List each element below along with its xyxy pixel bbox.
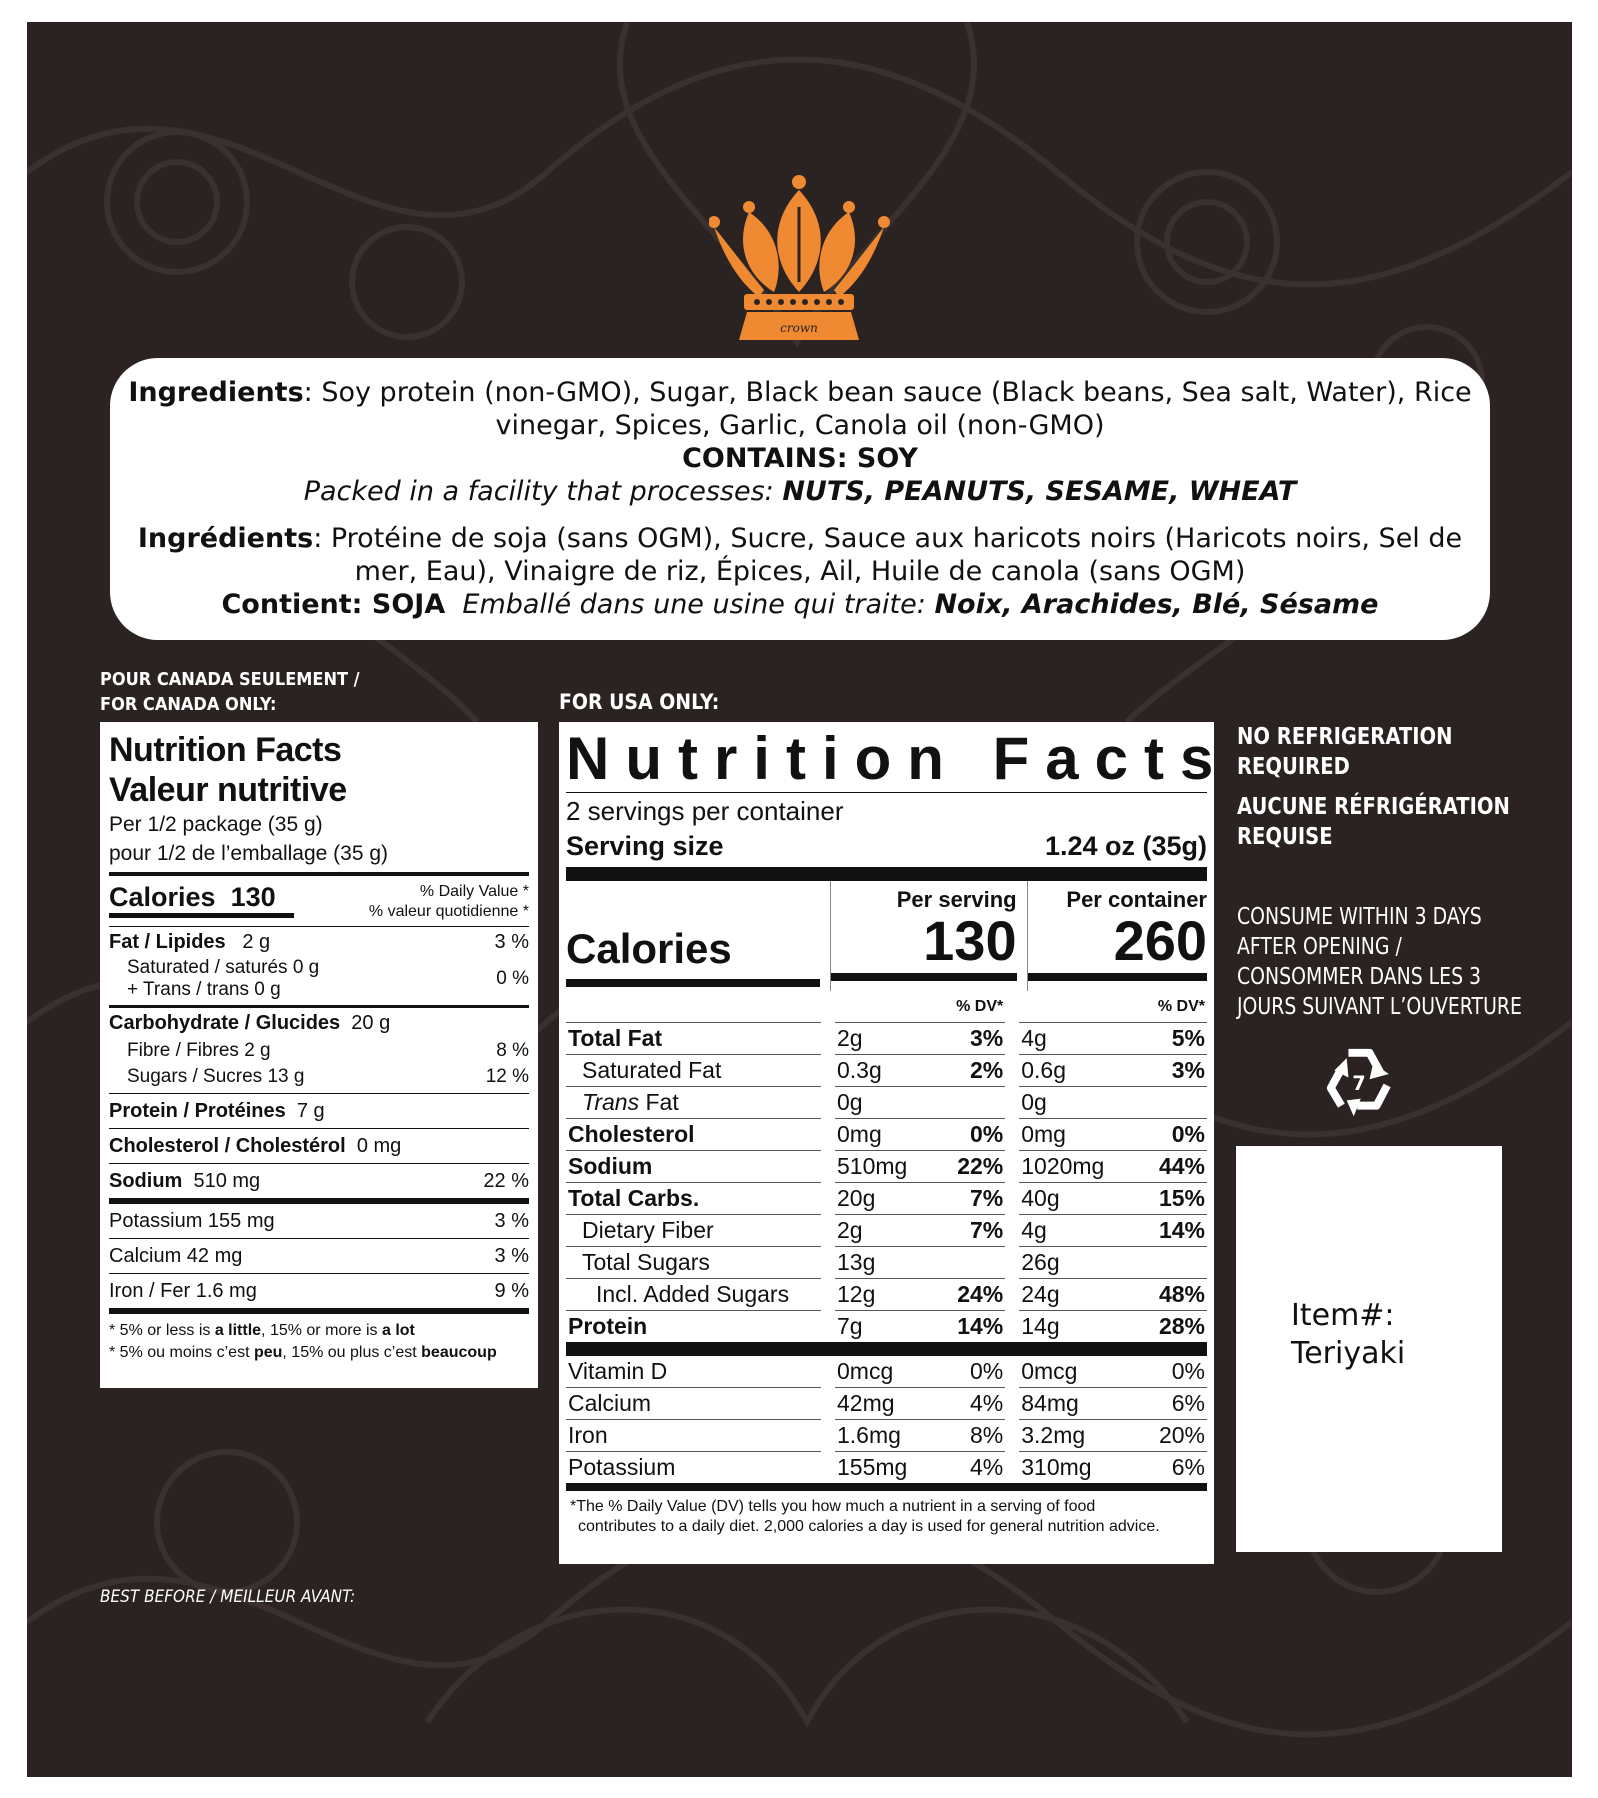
canada-row-iron: Iron / Fer 1.6 mg 9 % <box>109 1279 529 1302</box>
usa-footnote: *The % Daily Value (DV) tells you how much a nutrient in a serving of food contributes to a daily diet. 2,000 calories a day is used for general nutrition advice. <box>570 1498 1160 1535</box>
canada-title-fr: Valeur nutritive <box>109 771 347 809</box>
usa-row-added-sugars: Incl. Added Sugars 12g 24% 24g 48% <box>566 1279 1207 1311</box>
canada-row-saturated: Saturated / saturés 0 g <box>127 957 320 978</box>
no-refrigeration-note: NO REFRIGERATION REQUIRED AUCUNE RÉFRIGÉRATION REQUISE <box>1237 724 1510 850</box>
usa-row-iron: Iron 1.6mg 8% 3.2mg 20% <box>566 1420 1207 1452</box>
usa-nutrition-table <box>559 722 1230 1564</box>
crown-logo <box>709 172 909 372</box>
item-box <box>1236 1146 1502 1552</box>
contains-en: CONTAINS: SOY <box>682 443 918 474</box>
canada-row-cholesterol: Cholesterol / Cholestérol 0 mg <box>109 1134 402 1157</box>
usa-row-protein: Protein 7g 14% 14g 28% <box>566 1311 1207 1350</box>
usa-row-saturated-fat: Saturated Fat 0.3g 2% 0.6g 3% <box>566 1055 1207 1087</box>
canada-calories: Calories 130 <box>109 876 294 918</box>
item-value: Teriyaki <box>1291 1336 1406 1371</box>
usa-row-potassium: Potassium 155mg 4% 310mg 6% <box>566 1452 1207 1488</box>
usa-per-serving: Per serving <box>896 887 1017 912</box>
contains-fr: Contient: SOJA Emballé dans une usine qui traite: Noix, Arachides, Blé, Sésame <box>221 589 1379 620</box>
item-label: Item#: <box>1291 1298 1395 1333</box>
usa-servings: 2 servings per container <box>566 796 844 826</box>
canada-row-fat: Fat / Lipides 2 g 3 % <box>109 930 529 953</box>
usa-row-sodium: Sodium 510mg 22% 1020mg 44% <box>566 1151 1207 1183</box>
canada-row-sodium: Sodium 510 mg 22 % <box>109 1169 529 1192</box>
usa-row-cholesterol: Cholesterol 0mg 0% 0mg 0% <box>566 1119 1207 1151</box>
facility-en: Packed in a facility that processes: NUTS, PEANUTS, SESAME, WHEAT <box>303 476 1297 507</box>
recycle-code: 7 <box>1352 1071 1366 1095</box>
usa-calories-serving: 130 <box>831 913 1016 981</box>
canada-dv-header: % Daily Value * % valeur quotidienne * <box>368 883 529 920</box>
usa-row-trans-fat: Trans Fat 0g 0g <box>566 1087 1207 1119</box>
ingredients-fr: Ingrédients: Protéine de soja (sans OGM), Sucre, Sauce aux haricots noirs (Haricots noirs, Sel de mer, Eau), Vinaigre de riz, Épices, Ail, Huile de canola (sans OGM) <box>137 523 1463 587</box>
usa-row-calcium: Calcium 42mg 4% 84mg 6% <box>566 1388 1207 1420</box>
usa-title: Nutrition Facts <box>566 725 1230 792</box>
canada-sat-trans-dv: 0 % <box>496 968 529 989</box>
canada-nutrition-table <box>100 722 538 1388</box>
canada-row-trans: + Trans / trans 0 g <box>127 979 281 1000</box>
canada-footnote: * 5% or less is a little, 15% or more is a lot * 5% ou moins c’est peu, 15% ou plus c’est beaucoup <box>109 1322 497 1361</box>
usa-per-container: Per container <box>1066 887 1207 912</box>
usa-row-total-carbs: Total Carbs. 20g 7% 40g 15% <box>566 1183 1207 1215</box>
usa-calories-container: 260 <box>1028 913 1207 981</box>
usa-calories-label: Calories <box>566 925 820 987</box>
usa-row-total-fat: Total Fat 2g 3% 4g 5% <box>566 1023 1207 1055</box>
ingredients-box <box>110 358 1490 640</box>
canada-row-carb: Carbohydrate / Glucides 20 g <box>109 1011 391 1034</box>
canada-per-fr: pour 1/2 de l’emballage (35 g) <box>109 842 389 865</box>
consume-within-note: CONSUME WITHIN 3 DAYS AFTER OPENING / CONSOMMER DANS LES 3 JOURS SUIVANT L’OUVERTURE <box>1237 904 1522 1020</box>
canada-row-protein: Protein / Protéines 7 g <box>109 1099 325 1122</box>
usa-header: FOR USA ONLY: <box>559 690 720 714</box>
usa-row-total-sugars: Total Sugars 13g 26g <box>566 1247 1207 1279</box>
canada-header: POUR CANADA SEULEMENT / FOR CANADA ONLY: <box>100 669 360 715</box>
usa-row-dietary-fiber: Dietary Fiber 2g 7% 4g 14% <box>566 1215 1207 1247</box>
canada-row-fibre: Fibre / Fibres 2 g 8 % <box>127 1040 529 1061</box>
canada-per-en: Per 1/2 package (35 g) <box>109 813 323 836</box>
best-before: BEST BEFORE / MEILLEUR AVANT: <box>100 1587 356 1607</box>
usa-nutrient-table: % DV* % DV* Total Fat 2g 3% 4g 5% Saturated Fat 0.3g 2% 0.6g 3% Trans Fat 0g 0g Cholesterol 0mg 0% 0mg 0% Sodium 510mg 22% 1020mg 44% Total Carbs. 20g 7% 40g 15% Dietary Fiber 2g 7% 4g 14% Total Sugars 13g 26g Incl. Added Sugars 12g 24% 24g 48% Protein 7g 14% 14g 28% Vitamin D 0mcg 0% 0mcg 0% Calcium 42mg 4% 84mg 6% Iron 1.6mg 8% 3.2mg 20% Potassium 155mg 4% 310mg 6% <box>566 991 1207 1491</box>
usa-row-vitamin-d: Vitamin D 0mcg 0% 0mcg 0% <box>566 1349 1207 1388</box>
canada-row-potassium: Potassium 155 mg 3 % <box>109 1209 529 1232</box>
recycle-icon <box>1315 1037 1403 1125</box>
canada-row-calcium: Calcium 42 mg 3 % <box>109 1244 529 1267</box>
canada-title-en: Nutrition Facts <box>109 731 342 769</box>
package-panel <box>27 22 1572 1777</box>
canada-row-sugars: Sugars / Sucres 13 g 12 % <box>127 1066 529 1087</box>
usa-serving-size: Serving size 1.24 oz (35g) <box>566 831 1207 861</box>
crown-text: crown <box>780 321 818 335</box>
ingredients-en: Ingredients: Soy protein (non-GMO), Sugar, Black bean sauce (Black beans, Sea salt, Water), Rice vinegar, Spices, Garlic, Canola oil (non-GMO) <box>128 377 1472 441</box>
